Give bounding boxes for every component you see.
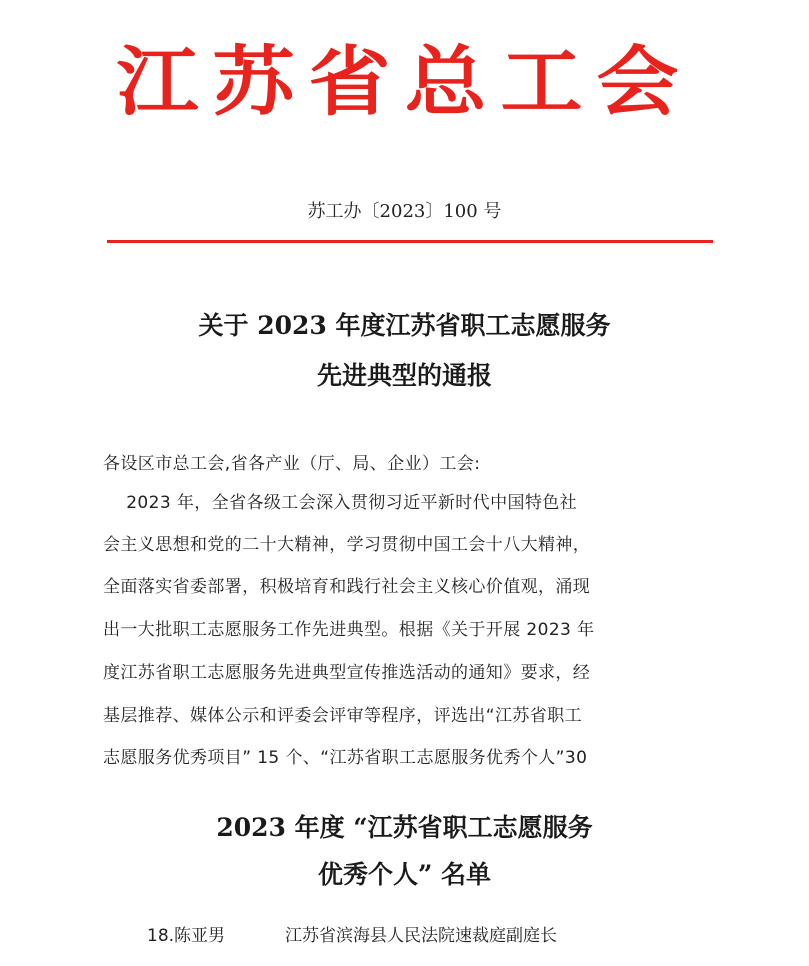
body-line: 基层推荐、媒体公示和评委会评审等程序，评选出“江苏省职工 — [103, 706, 583, 726]
body-line: 志愿服务优秀项目” 15 个、“江苏省职工志愿服务优秀个人”30 — [103, 748, 588, 768]
notice-title-line-2: 先进典型的通报 — [316, 361, 492, 390]
list-title-line-2: 优秀个人” 名单 — [317, 860, 492, 889]
body-line: 2023 年，全省各级工会深入贯彻习近平新时代中国特色社 — [103, 493, 578, 513]
body-line: 全面落实省委部署，积极培育和践行社会主义核心价值观，涌现 — [103, 577, 591, 597]
notice-title-line-1: 关于 2023 年度江苏省职工志愿服务 — [198, 311, 611, 340]
masthead: 江苏省总工会 — [116, 37, 693, 127]
entry-title: 江苏省滨海县人民法院速裁庭副庭长 — [285, 926, 557, 946]
salutation: 各设区市总工会,省各产业（厅、局、企业）工会: — [103, 454, 481, 474]
body-line: 度江苏省职工志愿服务先进典型宣传推选活动的通知》要求，经 — [103, 663, 591, 683]
document-number: 苏工办〔2023〕100 号 — [307, 201, 502, 222]
red-divider — [107, 240, 713, 243]
entry-name: 18.陈亚男 — [147, 926, 226, 946]
body-line: 出一大批职工志愿服务工作先进典型。根据《关于开展 2023 年 — [103, 620, 595, 640]
list-entry — [147, 924, 557, 948]
body-line: 会主义思想和党的二十大精神，学习贯彻中国工会十八大精神， — [103, 535, 591, 555]
list-title-line-1: 2023 年度 “江苏省职工志愿服务 — [216, 813, 593, 842]
